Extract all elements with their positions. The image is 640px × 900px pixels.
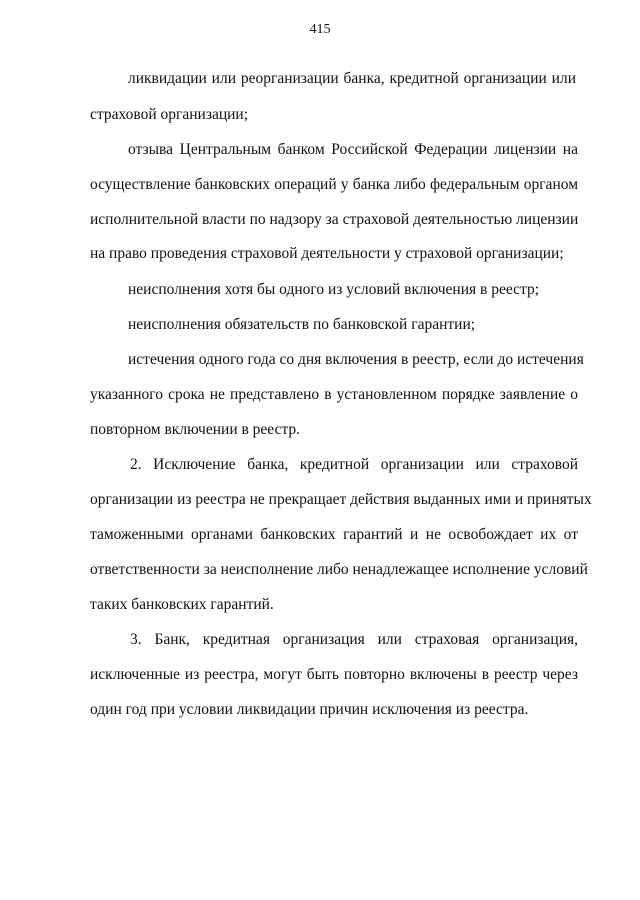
text-line: таких банковских гарантий. [90, 596, 274, 613]
text-line: повторном включении в реестр. [90, 421, 301, 438]
text-line: один год при условии ликвидации причин исключения из реестра. [90, 701, 529, 718]
text-line: 2. Исключение банка, кредитной организации или страховой [130, 456, 578, 473]
text-line: указанного срока не представлено в установленном порядке заявление о [90, 386, 578, 403]
text-line: истечения одного года со дня включения в реестр, если до истечения [128, 351, 584, 368]
text-line: осуществление банковских операций у банка либо федеральным органом [90, 176, 578, 193]
text-line: исключенные из реестра, могут быть повторно включены в реестр через [90, 666, 578, 683]
text-line: неисполнения обязательств по банковской гарантии; [128, 316, 476, 333]
text-line: на право проведения страховой деятельности у страховой организации; [90, 245, 564, 262]
text-line: таможенными органами банковских гарантий и не освобождает их от [90, 526, 578, 543]
page-number: 415 [309, 22, 331, 37]
text-line: организации из реестра не прекращает действия выданных ими и принятых [90, 491, 592, 508]
text-line: 3. Банк, кредитная организация или страховая организация, [130, 631, 578, 648]
text-line: исполнительной власти по надзору за страховой деятельностью лицензии [90, 211, 579, 228]
text-line: ликвидации или реорганизации банка, кредитной организации или [128, 70, 576, 87]
text-line: отзыва Центральным банком Российской Федерации лицензии на [128, 141, 578, 158]
text-line: страховой организации; [90, 106, 249, 123]
text-line: ответственности за неисполнение либо ненадлежащее исполнение условий [90, 561, 588, 578]
text-line: неисполнения хотя бы одного из условий включения в реестр; [128, 281, 539, 298]
